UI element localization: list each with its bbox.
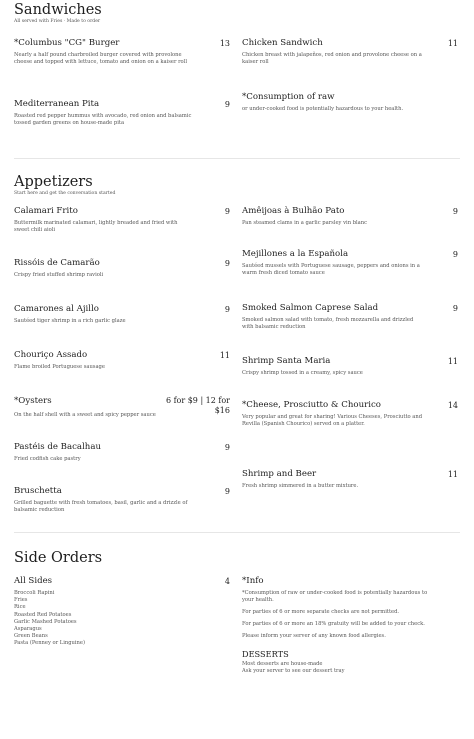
item-price: 4	[224, 577, 230, 586]
list-item: Pasta (Penney or Linguine)	[14, 640, 85, 647]
item-name: Camarones al Ajillo	[14, 304, 99, 314]
appetizers-section	[14, 174, 460, 534]
item-name: *Cheese, Prosciutto & Chourico	[242, 400, 381, 410]
item-price: 9	[452, 304, 458, 313]
menu-item	[14, 304, 230, 325]
item-price: 9	[224, 443, 230, 452]
list-item: Broccoli Rapini	[14, 590, 55, 596]
menu-item	[14, 442, 230, 463]
menu-item	[14, 486, 230, 514]
menu-item	[14, 206, 230, 234]
item-name: Rissóis de Camarão	[14, 258, 100, 268]
list-item: Green Beans	[14, 633, 48, 640]
item-price: 9	[224, 487, 230, 496]
item-name: Amêijoas à Bulhão Pato	[242, 206, 345, 216]
section-title: Appetizers	[14, 174, 93, 190]
item-description: Crispy shrimp tossed in a creamy, spicy sauce	[242, 370, 363, 376]
item-price	[166, 396, 230, 416]
item-description: or under-cooked food is potentially hazardous to your health.	[242, 106, 404, 112]
menu-item	[242, 469, 458, 490]
list-item: Garlic Mashed Potatoes	[14, 618, 77, 625]
list-item: Roasted Red Potatoes	[14, 611, 72, 618]
info-paragraph: *Consumption of raw or under-cooked food is potentially hazardous to your health.	[242, 590, 428, 603]
item-name: Mediterranean Pita	[14, 99, 100, 109]
item-description: Pan steamed clams in a garlic parsley vin blanc	[242, 220, 368, 226]
item-price: 11	[447, 470, 458, 479]
item-price: 9	[224, 207, 230, 216]
item-price: 14	[447, 401, 458, 410]
item-description: Fried codfish cake pastry	[14, 456, 81, 462]
item-description: Grilled baguette with fresh tomatoes, basil, garlic and a drizzle of balsamic reduction	[14, 500, 188, 513]
item-price: 9	[452, 250, 458, 259]
menu-item	[242, 38, 458, 66]
item-price-line: 6 for $9 | 12 for	[165, 396, 230, 405]
item-description: Fresh shrimp simmered in a butter mixture.	[242, 483, 359, 489]
menu-item	[14, 576, 230, 648]
menu-item	[242, 356, 458, 377]
menu-item	[242, 249, 458, 277]
section-subtitle: Start here and get the conversation started	[14, 191, 116, 196]
item-name: *Consumption of raw	[242, 92, 335, 102]
menu-item	[14, 99, 230, 127]
item-name: Pastéis de Bacalhau	[14, 442, 101, 452]
item-description: Buttermilk marinated calamari, lightly breaded and fried with sweet chili aioli	[14, 220, 178, 233]
section-divider	[14, 158, 460, 159]
item-description: Roasted red pepper hummus with avocado, red onion and balsamic tossed garden greens on house-made pita	[14, 113, 192, 126]
info-paragraph: Please inform your server of any known food allergies.	[242, 633, 386, 639]
item-name: Mejillones a la Española	[242, 249, 349, 259]
item-price: 9	[224, 305, 230, 314]
list-item: Rice	[14, 604, 26, 611]
info-title: *Info	[242, 576, 264, 586]
item-description: Flame broiled Portuguese sausage	[14, 364, 105, 370]
item-name: Chicken Sandwich	[242, 38, 323, 48]
desserts-title: DESSERTS	[242, 649, 289, 659]
item-description: On the half shell with a sweet and spicy pepper sauce	[14, 412, 156, 418]
desserts-line: Most desserts are house-made	[242, 661, 323, 667]
info-paragraph: For parties of 6 or more separate checks are not permitted.	[242, 609, 400, 615]
list-item: Asparagus	[14, 626, 42, 633]
item-name: Smoked Salmon Caprese Salad	[242, 303, 379, 313]
item-name: Calamari Frito	[14, 206, 78, 216]
menu-item	[14, 350, 230, 371]
item-name: *Columbus "CG" Burger	[14, 38, 120, 48]
item-description: Chicken breast with jalapeños, red onion and provolone cheese on a kaiser roll	[242, 52, 422, 65]
section-subtitle: All served with Fries · Made to order	[14, 19, 101, 24]
item-description: Nearly a half pound charbroiled burger covered with provolone cheese and topped with lettuce, tomato and onion on a kaiser roll	[14, 52, 187, 65]
desserts-text	[242, 661, 458, 675]
item-price: 9	[224, 259, 230, 268]
desserts-line: Ask your server to see our dessert tray	[242, 668, 345, 675]
section-title: Sandwiches	[14, 2, 102, 18]
item-description: Sautéed mussels with Portuguese sausage, peppers and onions in a warm fresh diced tomato sauce	[242, 263, 420, 276]
item-name: Shrimp and Beer	[242, 469, 317, 479]
item-name: Chouriço Assado	[14, 350, 88, 360]
item-name: Shrimp Santa Maria	[242, 356, 331, 366]
item-price: 9	[224, 100, 230, 109]
item-description: Crispy fried stuffed shrimp ravioli	[14, 272, 104, 278]
item-description: Sautéed tiger shrimp in a rich garlic glaze	[14, 318, 126, 324]
info-paragraph: For parties of 6 or more an 18% gratuity will be added to your check.	[242, 621, 425, 627]
item-price: 11	[219, 351, 230, 360]
item-price-line: $16	[214, 406, 230, 415]
item-price: 9	[452, 207, 458, 216]
menu-item	[14, 38, 230, 66]
menu-item	[242, 92, 458, 113]
menu-item	[242, 303, 458, 331]
item-name: Bruschetta	[14, 486, 62, 496]
section-divider	[14, 532, 460, 533]
sandwiches-section	[14, 2, 460, 152]
section-title: Side Orders	[14, 550, 103, 566]
item-name: *Oysters	[14, 396, 52, 406]
sides-list	[14, 590, 230, 648]
menu-item	[242, 400, 458, 428]
menu-item	[14, 258, 230, 279]
item-name: All Sides	[14, 576, 53, 586]
item-description: Very popular and great for sharing! Various Cheeses, Prosciutto and Revilla (Spanish Chourico) served on a platter.	[242, 414, 423, 427]
item-price: 11	[447, 357, 458, 366]
item-price: 11	[447, 39, 458, 48]
item-description: Smoked salmon salad with tomato, fresh mozzarella and drizzled with balsamic reduction	[242, 317, 414, 330]
menu-item	[242, 206, 458, 227]
item-price: 13	[219, 39, 230, 48]
info-block	[242, 576, 458, 675]
side-orders-section	[14, 550, 460, 735]
menu-item	[14, 396, 230, 419]
list-item: Fries	[14, 597, 28, 604]
